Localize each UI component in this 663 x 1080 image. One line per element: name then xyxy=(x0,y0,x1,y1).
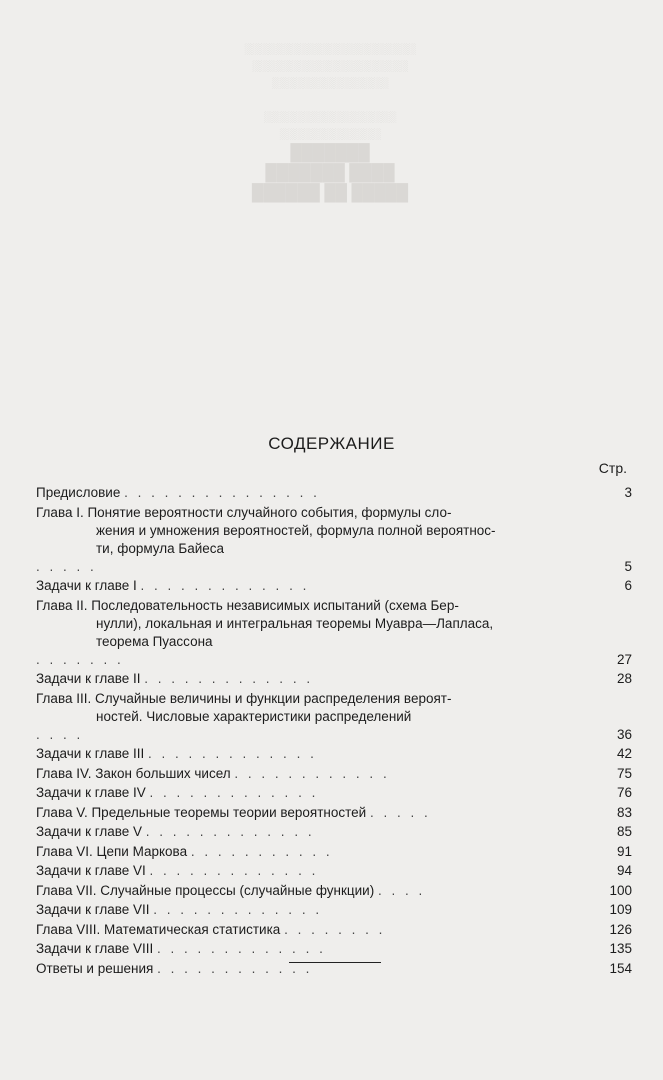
toc-entry-continuation: жения и умножения вероятностей, формула полной вероятнос- xyxy=(96,522,496,538)
toc-entry xyxy=(36,843,632,861)
toc-entry xyxy=(36,745,632,763)
toc-page-number: 3 xyxy=(624,485,632,500)
dot-leader: . . . . . . . . . . . . . xyxy=(148,746,317,761)
dot-leader: . . . . . . . . . . . . . xyxy=(144,671,314,686)
toc-entry xyxy=(36,940,632,958)
toc-page-number: 76 xyxy=(616,785,632,800)
toc-entry xyxy=(36,882,632,900)
dot-leader: . . . . . . . . . . . . . xyxy=(157,941,326,956)
toc-entry xyxy=(36,862,632,880)
toc-entry xyxy=(36,670,632,688)
toc-entry xyxy=(36,901,632,919)
page-column-label: Стр. xyxy=(598,460,627,476)
dot-leader: . . . . xyxy=(377,882,426,898)
toc-page-number: 85 xyxy=(616,824,632,839)
dot-leader: . . . . . . . . . . . . . xyxy=(140,578,310,593)
toc-entry-title: Задачи к главе III xyxy=(36,746,145,761)
toc-page-number: 75 xyxy=(616,765,632,781)
toc-entry xyxy=(36,597,632,669)
toc-page-number: 94 xyxy=(616,863,632,878)
dot-leader: . . . . . xyxy=(369,804,431,820)
dot-leader: . . . . . . . . xyxy=(284,921,386,937)
toc-page-number: 6 xyxy=(624,578,632,593)
toc-page-number: 126 xyxy=(609,921,632,937)
toc-entry-title: Глава III. Случайные величины и функции распределения вероят- xyxy=(36,690,452,706)
toc-page-number: 5 xyxy=(624,558,632,574)
toc-page-number: 100 xyxy=(609,882,632,898)
toc-entry-title: Задачи к главе VIII xyxy=(36,941,154,956)
toc-entry xyxy=(36,765,632,783)
toc-entry-title: Глава II. Последовательность независимых испытаний (схема Бер- xyxy=(36,597,459,613)
toc-entry-continuation: ти, формула Байеса xyxy=(96,540,225,556)
toc-entry-title: Ответы и решения xyxy=(36,960,154,976)
toc-entry-title: Задачи к главе VI xyxy=(36,863,146,878)
contents-heading: СОДЕРЖАНИЕ xyxy=(268,434,395,453)
toc-entry xyxy=(36,784,632,802)
table-of-contents xyxy=(36,484,632,979)
toc-entry-continuation: теорема Пуассона xyxy=(96,633,213,649)
toc-entry-title: Глава I. Понятие вероятности случайного события, формулы сло- xyxy=(36,504,452,520)
toc-entry xyxy=(36,577,632,595)
toc-page-number: 135 xyxy=(609,941,632,956)
dot-leader: . . . . . . . xyxy=(36,651,124,667)
toc-page-number: 154 xyxy=(609,960,632,976)
toc-page-number: 28 xyxy=(616,671,632,686)
toc-entry-title: Задачи к главе I xyxy=(36,578,137,593)
toc-entry-continuation: нулли), локальная и интегральная теоремы Муавра—Лапласа, xyxy=(96,615,494,631)
dot-leader: . . . . . . . . . . . . xyxy=(157,960,313,976)
dot-leader: . . . . . . . . . . . . . xyxy=(153,902,323,917)
toc-entry-title: Задачи к главе II xyxy=(36,671,141,686)
dot-leader: . . . . . . . . . . . . xyxy=(234,765,390,781)
dot-leader: . . . . . . . . . . . . . xyxy=(145,824,315,839)
toc-entry-title: Задачи к главе VII xyxy=(36,902,150,917)
toc-page-number: 36 xyxy=(616,726,632,742)
dot-leader: . . . . . . . . . . . . . xyxy=(149,785,319,800)
toc-page-number: 27 xyxy=(616,651,632,667)
toc-entry xyxy=(36,690,632,744)
toc-entry-title: Предисловие xyxy=(36,485,121,500)
toc-entry-title: Глава VII. Случайные процессы (случайные функции) xyxy=(36,882,375,898)
toc-entry-title: Задачи к главе V xyxy=(36,824,143,839)
toc-entry xyxy=(36,823,632,841)
dot-leader: . . . . xyxy=(36,726,84,742)
dot-leader: . . . . . . . . . . . . . . . xyxy=(124,485,320,500)
toc-entry-continuation: ностей. Числовые характеристики распределений xyxy=(96,708,412,724)
dot-leader: . . . . . . . . . . . . . xyxy=(149,863,319,878)
toc-page-number: 42 xyxy=(616,746,632,761)
toc-entry-title: Глава IV. Закон больших чисел xyxy=(36,765,231,781)
dot-leader: . . . . . xyxy=(36,558,97,574)
toc-entry-title: Глава VIII. Математическая статистика xyxy=(36,921,281,937)
divider-rule xyxy=(289,962,381,963)
toc-entry-title: Задачи к главе IV xyxy=(36,785,146,800)
bleed-through-text: ██████ ██ █████ ███████ ████ ███████ ░░░░░░░░░░░░░ ░░░░░░░░░░░░░░░░░ ░░░░░░░░░░░░░░░ ░░░░░░░░░░░░░░░░░░░░ ░░░░░░░░░░░░░░░░░░░░░░ xyxy=(244,43,416,201)
toc-entry-title: Глава VI. Цепи Маркова xyxy=(36,843,188,859)
toc-page-number: 83 xyxy=(616,804,632,820)
toc-entry xyxy=(36,921,632,939)
dot-leader: . . . . . . . . . . . xyxy=(190,843,333,859)
toc-page-number: 109 xyxy=(609,902,632,917)
toc-entry xyxy=(36,504,632,576)
toc-entry xyxy=(36,804,632,822)
toc-page-number: 91 xyxy=(616,843,632,859)
toc-entry xyxy=(36,484,632,502)
toc-entry-title: Глава V. Предельные теоремы теории вероятностей xyxy=(36,804,367,820)
